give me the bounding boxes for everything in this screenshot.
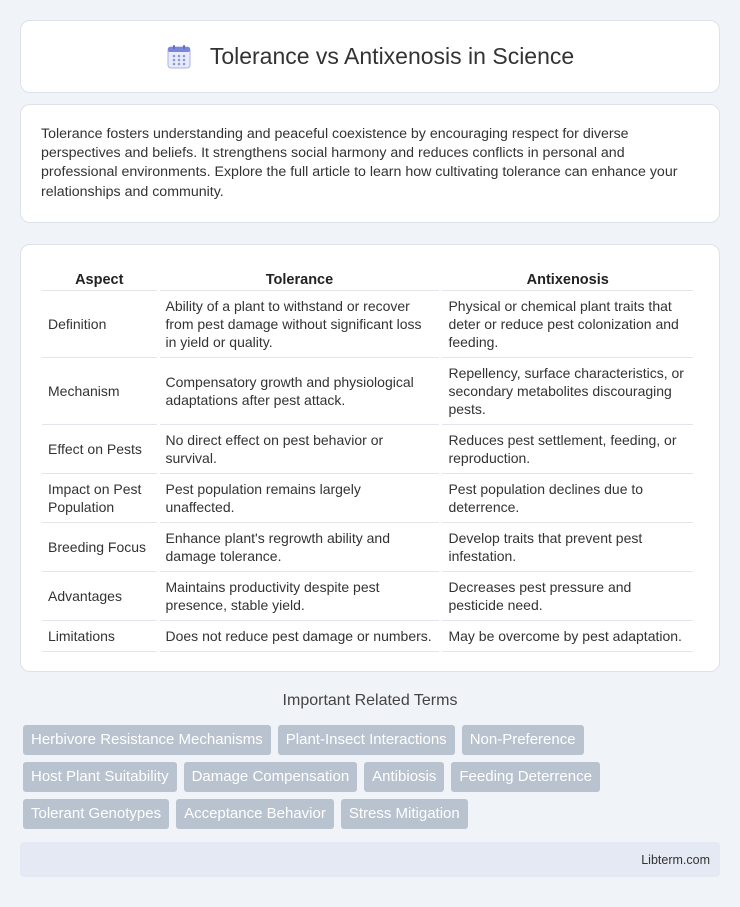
related-term-tag[interactable]: Feeding Deterrence (451, 762, 600, 792)
header-tolerance: Tolerance (160, 265, 440, 291)
row-aspect: Definition (42, 291, 157, 358)
row-antixenosis: Pest population declines due to deterrence. (442, 474, 693, 523)
related-term-tag[interactable]: Stress Mitigation (341, 799, 468, 829)
row-antixenosis: Decreases pest pressure and pesticide need. (442, 572, 693, 621)
table-row (42, 523, 693, 572)
row-tolerance: No direct effect on pest behavior or survival. (160, 425, 440, 474)
intro-card (20, 104, 720, 223)
row-tolerance: Does not reduce pest damage or numbers. (160, 621, 440, 652)
table-row (42, 572, 693, 621)
related-term-tag[interactable]: Tolerant Genotypes (23, 799, 169, 829)
header-inner (166, 43, 574, 70)
row-antixenosis: May be overcome by pest adaptation. (442, 621, 693, 652)
page-title: Tolerance vs Antixenosis in Science (209, 43, 575, 69)
comparison-table (39, 265, 696, 652)
row-antixenosis: Repellency, surface characteristics, or secondary metabolites discouraging pests. (442, 358, 693, 425)
footer-brand-link[interactable]: Libterm.com (641, 852, 710, 867)
row-tolerance: Ability of a plant to withstand or recover from pest damage without significant loss in yield or quality. (160, 291, 440, 358)
related-term-tag[interactable]: Non-Preference (462, 725, 584, 755)
table-row (42, 358, 693, 425)
intro-text: Tolerance fosters understanding and peaceful coexistence by encouraging respect for diverse perspectives and beliefs. It strengthens social harmony and reduces conflicts in personal and professional environments. Explore the full article to learn how cultivating tolerance can enhance your relationships and community. (41, 126, 678, 200)
related-terms-list (23, 725, 723, 829)
footer (20, 842, 720, 877)
row-aspect: Advantages (42, 572, 157, 621)
table-row (42, 291, 693, 358)
header-card (20, 20, 720, 93)
row-antixenosis: Develop traits that prevent pest infestation. (442, 523, 693, 572)
row-tolerance: Maintains productivity despite pest presence, stable yield. (160, 572, 440, 621)
related-term-tag[interactable]: Antibiosis (364, 762, 444, 792)
row-tolerance: Compensatory growth and physiological adaptations after pest attack. (160, 358, 440, 425)
row-aspect: Limitations (42, 621, 157, 652)
row-aspect: Effect on Pests (42, 425, 157, 474)
calendar-grid-icon (166, 44, 192, 70)
header-antixenosis: Antixenosis (442, 265, 693, 291)
row-tolerance: Pest population remains largely unaffected. (160, 474, 440, 523)
related-term-tag[interactable]: Host Plant Suitability (23, 762, 177, 792)
related-terms-title: Important Related Terms (282, 692, 458, 709)
related-term-tag[interactable]: Damage Compensation (184, 762, 358, 792)
row-antixenosis: Physical or chemical plant traits that deter or reduce pest colonization and feeding. (442, 291, 693, 358)
related-term-tag[interactable]: Plant-Insect Interactions (278, 725, 455, 755)
row-antixenosis: Reduces pest settlement, feeding, or reproduction. (442, 425, 693, 474)
row-aspect: Mechanism (42, 358, 157, 425)
related-term-tag[interactable]: Herbivore Resistance Mechanisms (23, 725, 271, 755)
table-row (42, 425, 693, 474)
row-aspect: Impact on Pest Population (42, 474, 157, 523)
table-row (42, 474, 693, 523)
table-header-row (42, 265, 693, 291)
row-aspect: Breeding Focus (42, 523, 157, 572)
table-row (42, 621, 693, 652)
related-term-tag[interactable]: Acceptance Behavior (176, 799, 334, 829)
header-aspect: Aspect (42, 265, 157, 291)
row-tolerance: Enhance plant's regrowth ability and damage tolerance. (160, 523, 440, 572)
comparison-table-card (20, 244, 720, 672)
